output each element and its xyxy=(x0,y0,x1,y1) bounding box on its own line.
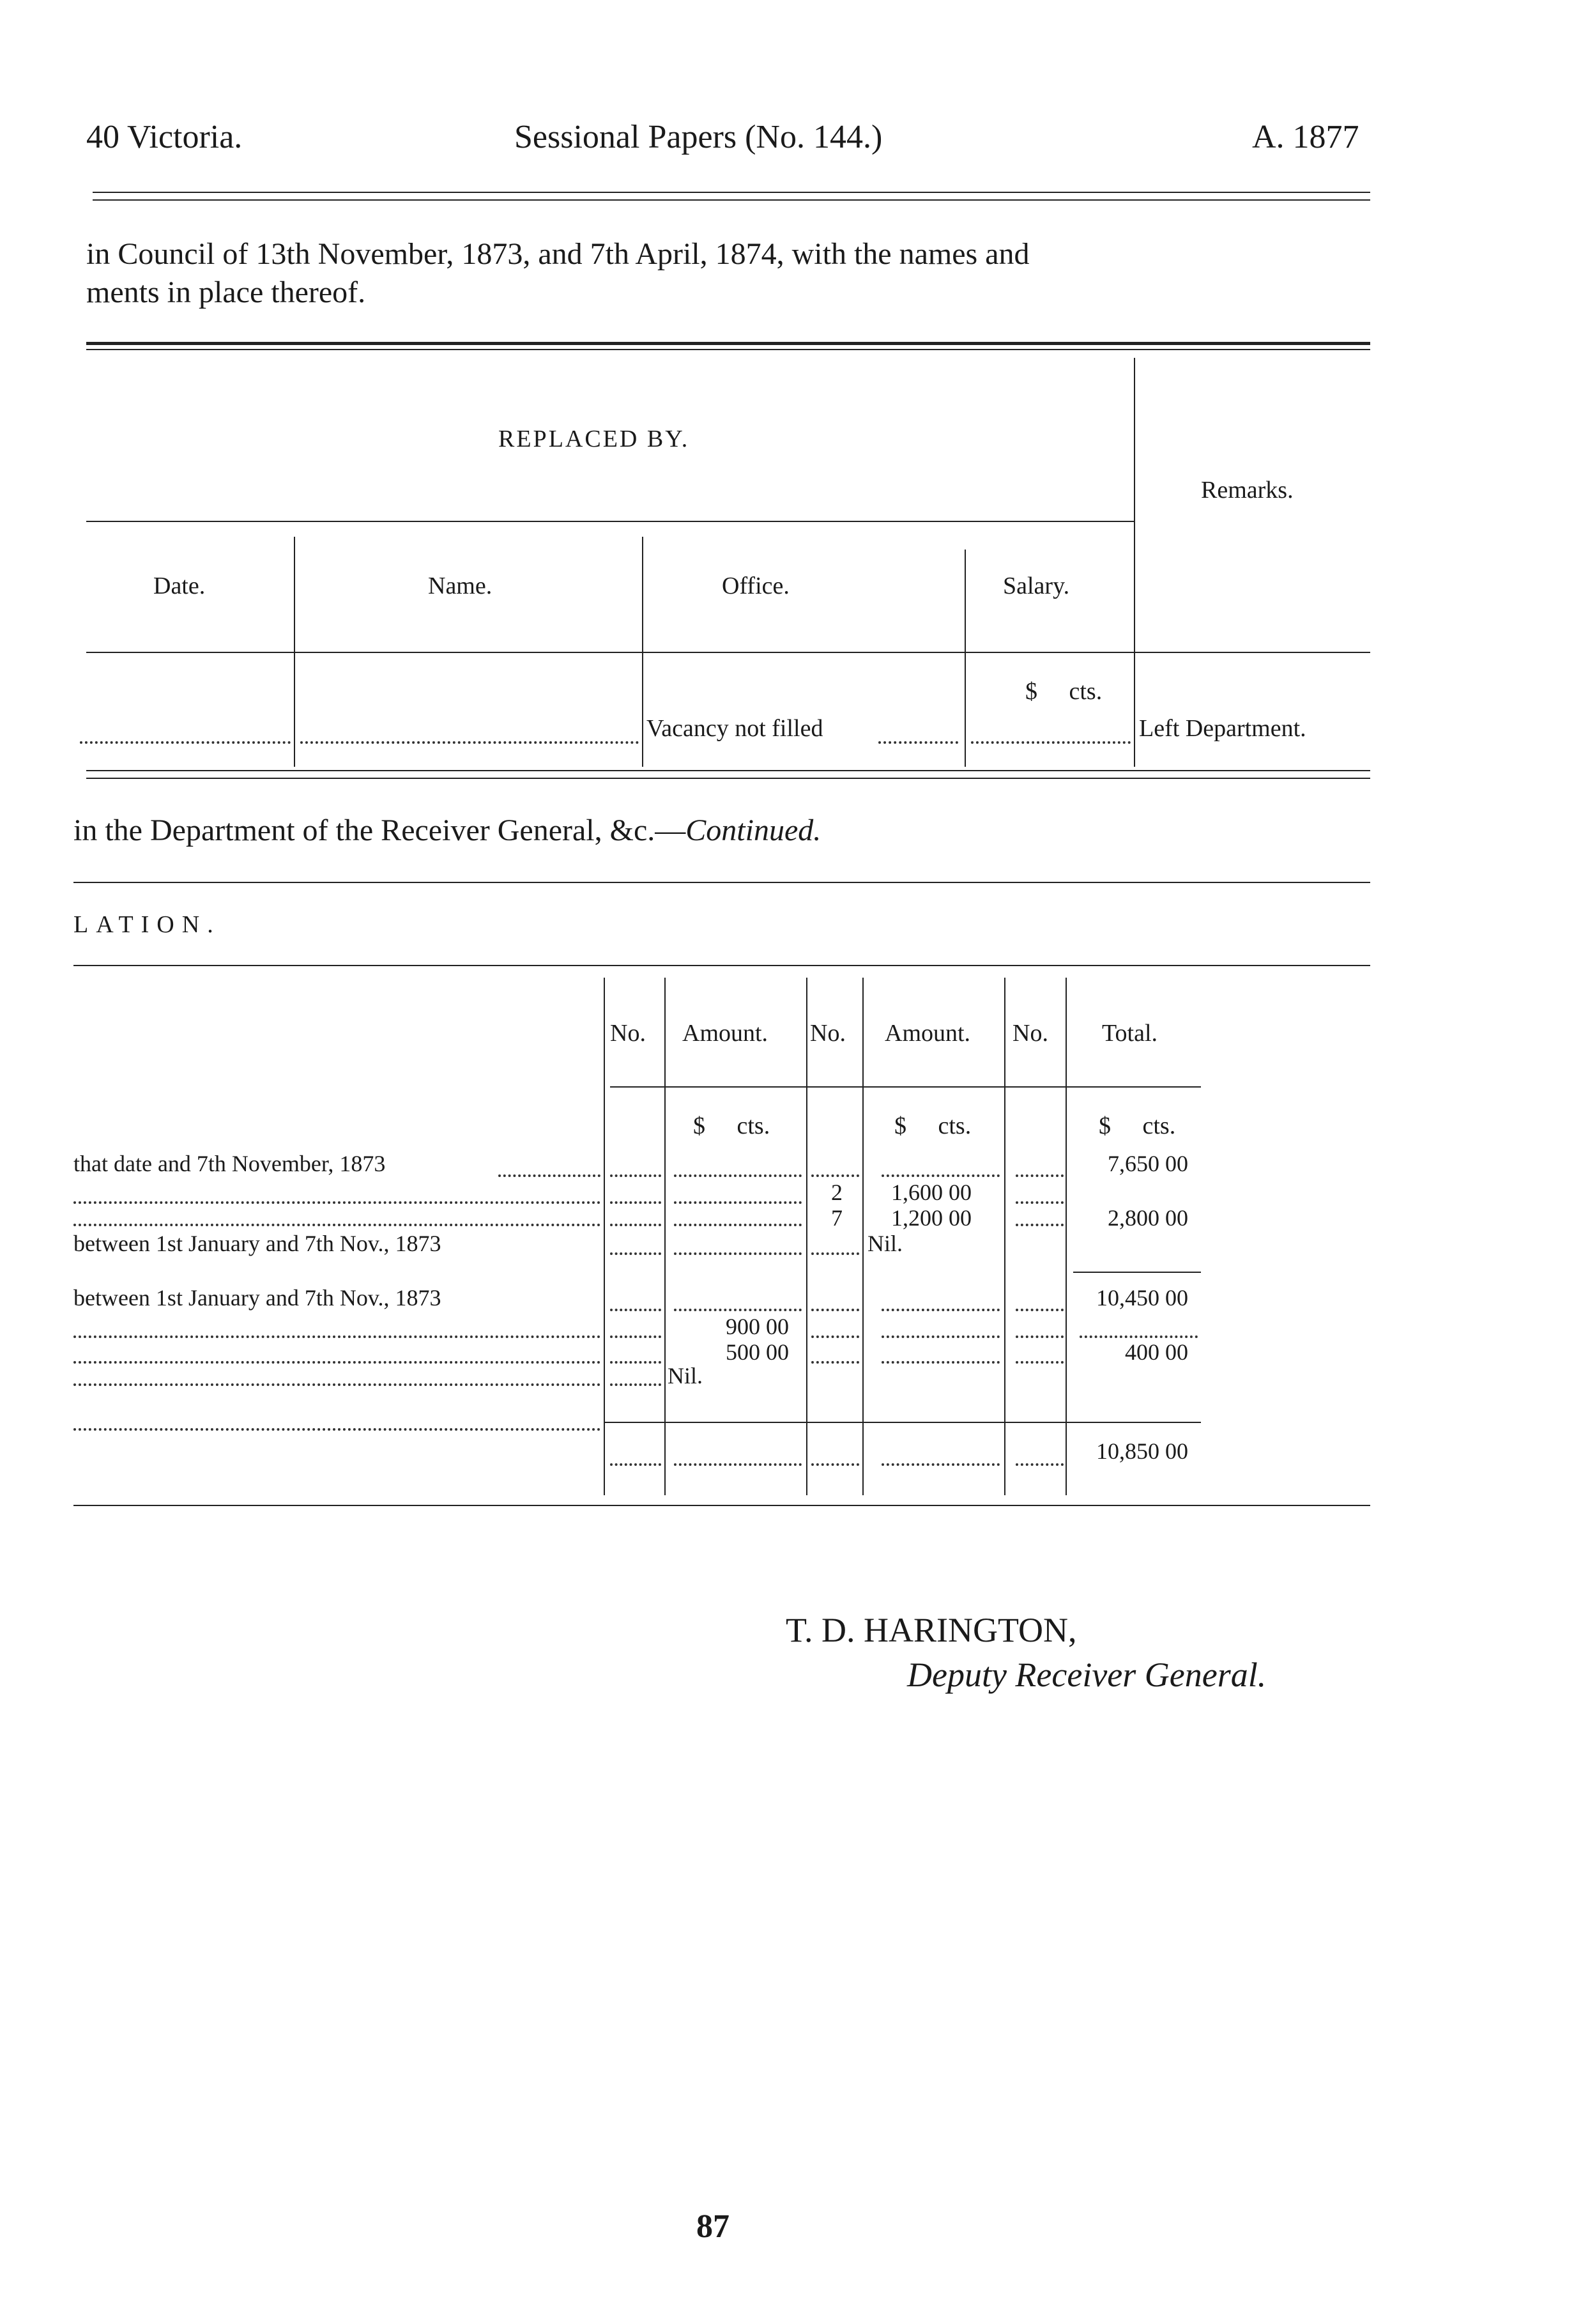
table1-bottom-rule xyxy=(86,770,1370,771)
table2-dots xyxy=(1016,1335,1064,1338)
header-center: Sessional Papers (No. 144.) xyxy=(514,119,883,155)
table2-dots xyxy=(73,1428,600,1431)
table2-dots xyxy=(811,1309,859,1311)
section2-rule xyxy=(73,882,1370,883)
table1-col-remarks: Remarks. xyxy=(1201,477,1294,504)
table2-row-amt2: Nil. xyxy=(867,1231,903,1256)
table1-vline-3 xyxy=(965,550,966,767)
table2-dots xyxy=(610,1174,661,1177)
table2-dots xyxy=(1016,1174,1064,1177)
table2-col-amount-2: Amount. xyxy=(885,1020,971,1047)
table1-top-rule-2 xyxy=(86,349,1370,350)
table2-row-amt2: 1,600 00 xyxy=(891,1180,972,1205)
table2-dots xyxy=(610,1361,661,1364)
table2-row-no2: 7 xyxy=(831,1205,843,1231)
table1-top-rule xyxy=(86,342,1370,345)
table2-dots xyxy=(674,1201,802,1204)
table2-row-total: 10,450 00 xyxy=(1096,1285,1188,1311)
header-left: 40 Victoria. xyxy=(86,119,243,155)
table2-subtotal-rule xyxy=(1073,1272,1201,1273)
table2-dots xyxy=(1016,1201,1064,1204)
table1-date-dots xyxy=(80,741,291,744)
table2-dots xyxy=(610,1463,661,1466)
signature-title: Deputy Receiver General. xyxy=(907,1656,1267,1694)
table2-vline-amt1 xyxy=(806,978,807,1495)
header-rule-bottom xyxy=(93,199,1370,201)
table2-dots xyxy=(674,1309,802,1311)
header-rule-top xyxy=(93,192,1370,193)
table2-unit-total: $ cts. xyxy=(1099,1112,1176,1139)
table2-dots xyxy=(73,1361,600,1364)
table2-dots xyxy=(1016,1463,1064,1466)
table2-bottom-rule xyxy=(73,1505,1370,1506)
table1-col-office: Office. xyxy=(722,573,790,599)
table2-col-no-2: No. xyxy=(810,1020,846,1047)
table2-unit-amount-2: $ cts. xyxy=(894,1112,972,1139)
table2-dots xyxy=(882,1463,1000,1466)
table2-row-amt1: Nil. xyxy=(668,1363,703,1389)
table2-dots xyxy=(882,1335,1000,1338)
table1-group-header: REPLACED BY. xyxy=(498,426,690,452)
table1-col-salary: Salary. xyxy=(1003,573,1070,599)
table2-dots xyxy=(73,1383,600,1386)
table2-grand-total: 10,850 00 xyxy=(1096,1438,1188,1464)
table2-dots xyxy=(610,1335,661,1338)
table2-dots xyxy=(73,1201,600,1204)
table2-dots xyxy=(674,1174,802,1177)
table2-dots xyxy=(674,1463,802,1466)
table1-bottom-rule-2 xyxy=(86,778,1370,779)
table1-col-date: Date. xyxy=(153,573,206,599)
table2-dots xyxy=(674,1224,802,1226)
table2-dots xyxy=(610,1383,661,1386)
table2-row-total: 7,650 00 xyxy=(1108,1151,1188,1176)
page-number: 87 xyxy=(696,2208,730,2245)
table2-dots xyxy=(882,1174,1000,1177)
table1-header-bottom-rule xyxy=(86,652,1370,653)
table2-row-label: between 1st January and 7th Nov., 1873 xyxy=(73,1231,441,1256)
table2-dots xyxy=(610,1309,661,1311)
table2-vline-no3 xyxy=(1066,978,1067,1495)
table2-dots xyxy=(1080,1335,1198,1338)
table1-vline-remarks xyxy=(1134,358,1135,767)
table1-subheader-rule xyxy=(86,521,1134,522)
table2-header-rule xyxy=(610,1086,1201,1088)
section2-fragment: LATION. xyxy=(73,911,221,938)
table2-dots xyxy=(73,1335,600,1338)
section2-title-italic: Continued. xyxy=(685,813,821,847)
table1-salary-dots xyxy=(971,741,1131,744)
table1-remarks-value: Left Department. xyxy=(1139,715,1306,742)
table2-col-no-1: No. xyxy=(610,1020,646,1047)
table2-dots xyxy=(610,1224,661,1226)
table2-dots xyxy=(610,1252,661,1255)
table2-dots xyxy=(811,1252,859,1255)
table2-dots xyxy=(811,1463,859,1466)
table2-dots xyxy=(674,1252,802,1255)
table2-dots xyxy=(1016,1309,1064,1311)
signature-name: T. D. HARINGTON, xyxy=(786,1611,1077,1649)
table2-dots xyxy=(811,1174,859,1177)
table2-col-amount-1: Amount. xyxy=(682,1020,768,1047)
table2-total-rule xyxy=(604,1422,1201,1423)
table1-col-name: Name. xyxy=(428,573,493,599)
table2-vline-amt2 xyxy=(1004,978,1005,1495)
table1-office-dots xyxy=(878,741,958,744)
table2-row-amt1: 900 00 xyxy=(726,1314,789,1339)
table2-row-amt2: 1,200 00 xyxy=(891,1205,972,1231)
table2-col-no-3: No. xyxy=(1012,1020,1048,1047)
table2-row-amt1: 500 00 xyxy=(726,1339,789,1365)
table2-row-label: between 1st January and 7th Nov., 1873 xyxy=(73,1285,441,1311)
section2-title-prefix: in the Department of the Receiver General, &c.— xyxy=(73,813,686,847)
table2-dots xyxy=(1016,1361,1064,1364)
table2-dots xyxy=(811,1361,859,1364)
table1-name-dots xyxy=(300,741,639,744)
table2-unit-amount-1: $ cts. xyxy=(693,1112,770,1139)
table1-salary-unit: $ cts. xyxy=(1025,678,1103,705)
header-right: A. 1877 xyxy=(1252,119,1359,155)
table1-office-value: Vacancy not filled xyxy=(646,715,823,742)
section2-title xyxy=(73,812,821,850)
table2-vline-label xyxy=(604,978,605,1495)
table2-dots xyxy=(811,1335,859,1338)
table2-vline-no2 xyxy=(862,978,864,1495)
table2-top-rule xyxy=(73,965,1370,966)
table2-vline-no1 xyxy=(664,978,666,1495)
table2-dots xyxy=(882,1361,1000,1364)
intro-line-1: in Council of 13th November, 1873, and 7th April, 1874, with the names and xyxy=(86,237,1030,271)
intro-line-2: ments in place thereof. xyxy=(86,275,366,309)
table2-row-no2: 2 xyxy=(831,1180,843,1205)
table2-dots xyxy=(610,1201,661,1204)
table2-dots xyxy=(1016,1224,1064,1226)
table2-row-label: that date and 7th November, 1873 xyxy=(73,1151,386,1176)
table2-dots xyxy=(882,1309,1000,1311)
table2-col-total: Total. xyxy=(1102,1020,1158,1047)
table2-dots xyxy=(73,1224,600,1226)
table2-row-total: 2,800 00 xyxy=(1108,1205,1188,1231)
table2-row-total: 400 00 xyxy=(1125,1339,1188,1365)
table2-dots xyxy=(498,1174,600,1177)
